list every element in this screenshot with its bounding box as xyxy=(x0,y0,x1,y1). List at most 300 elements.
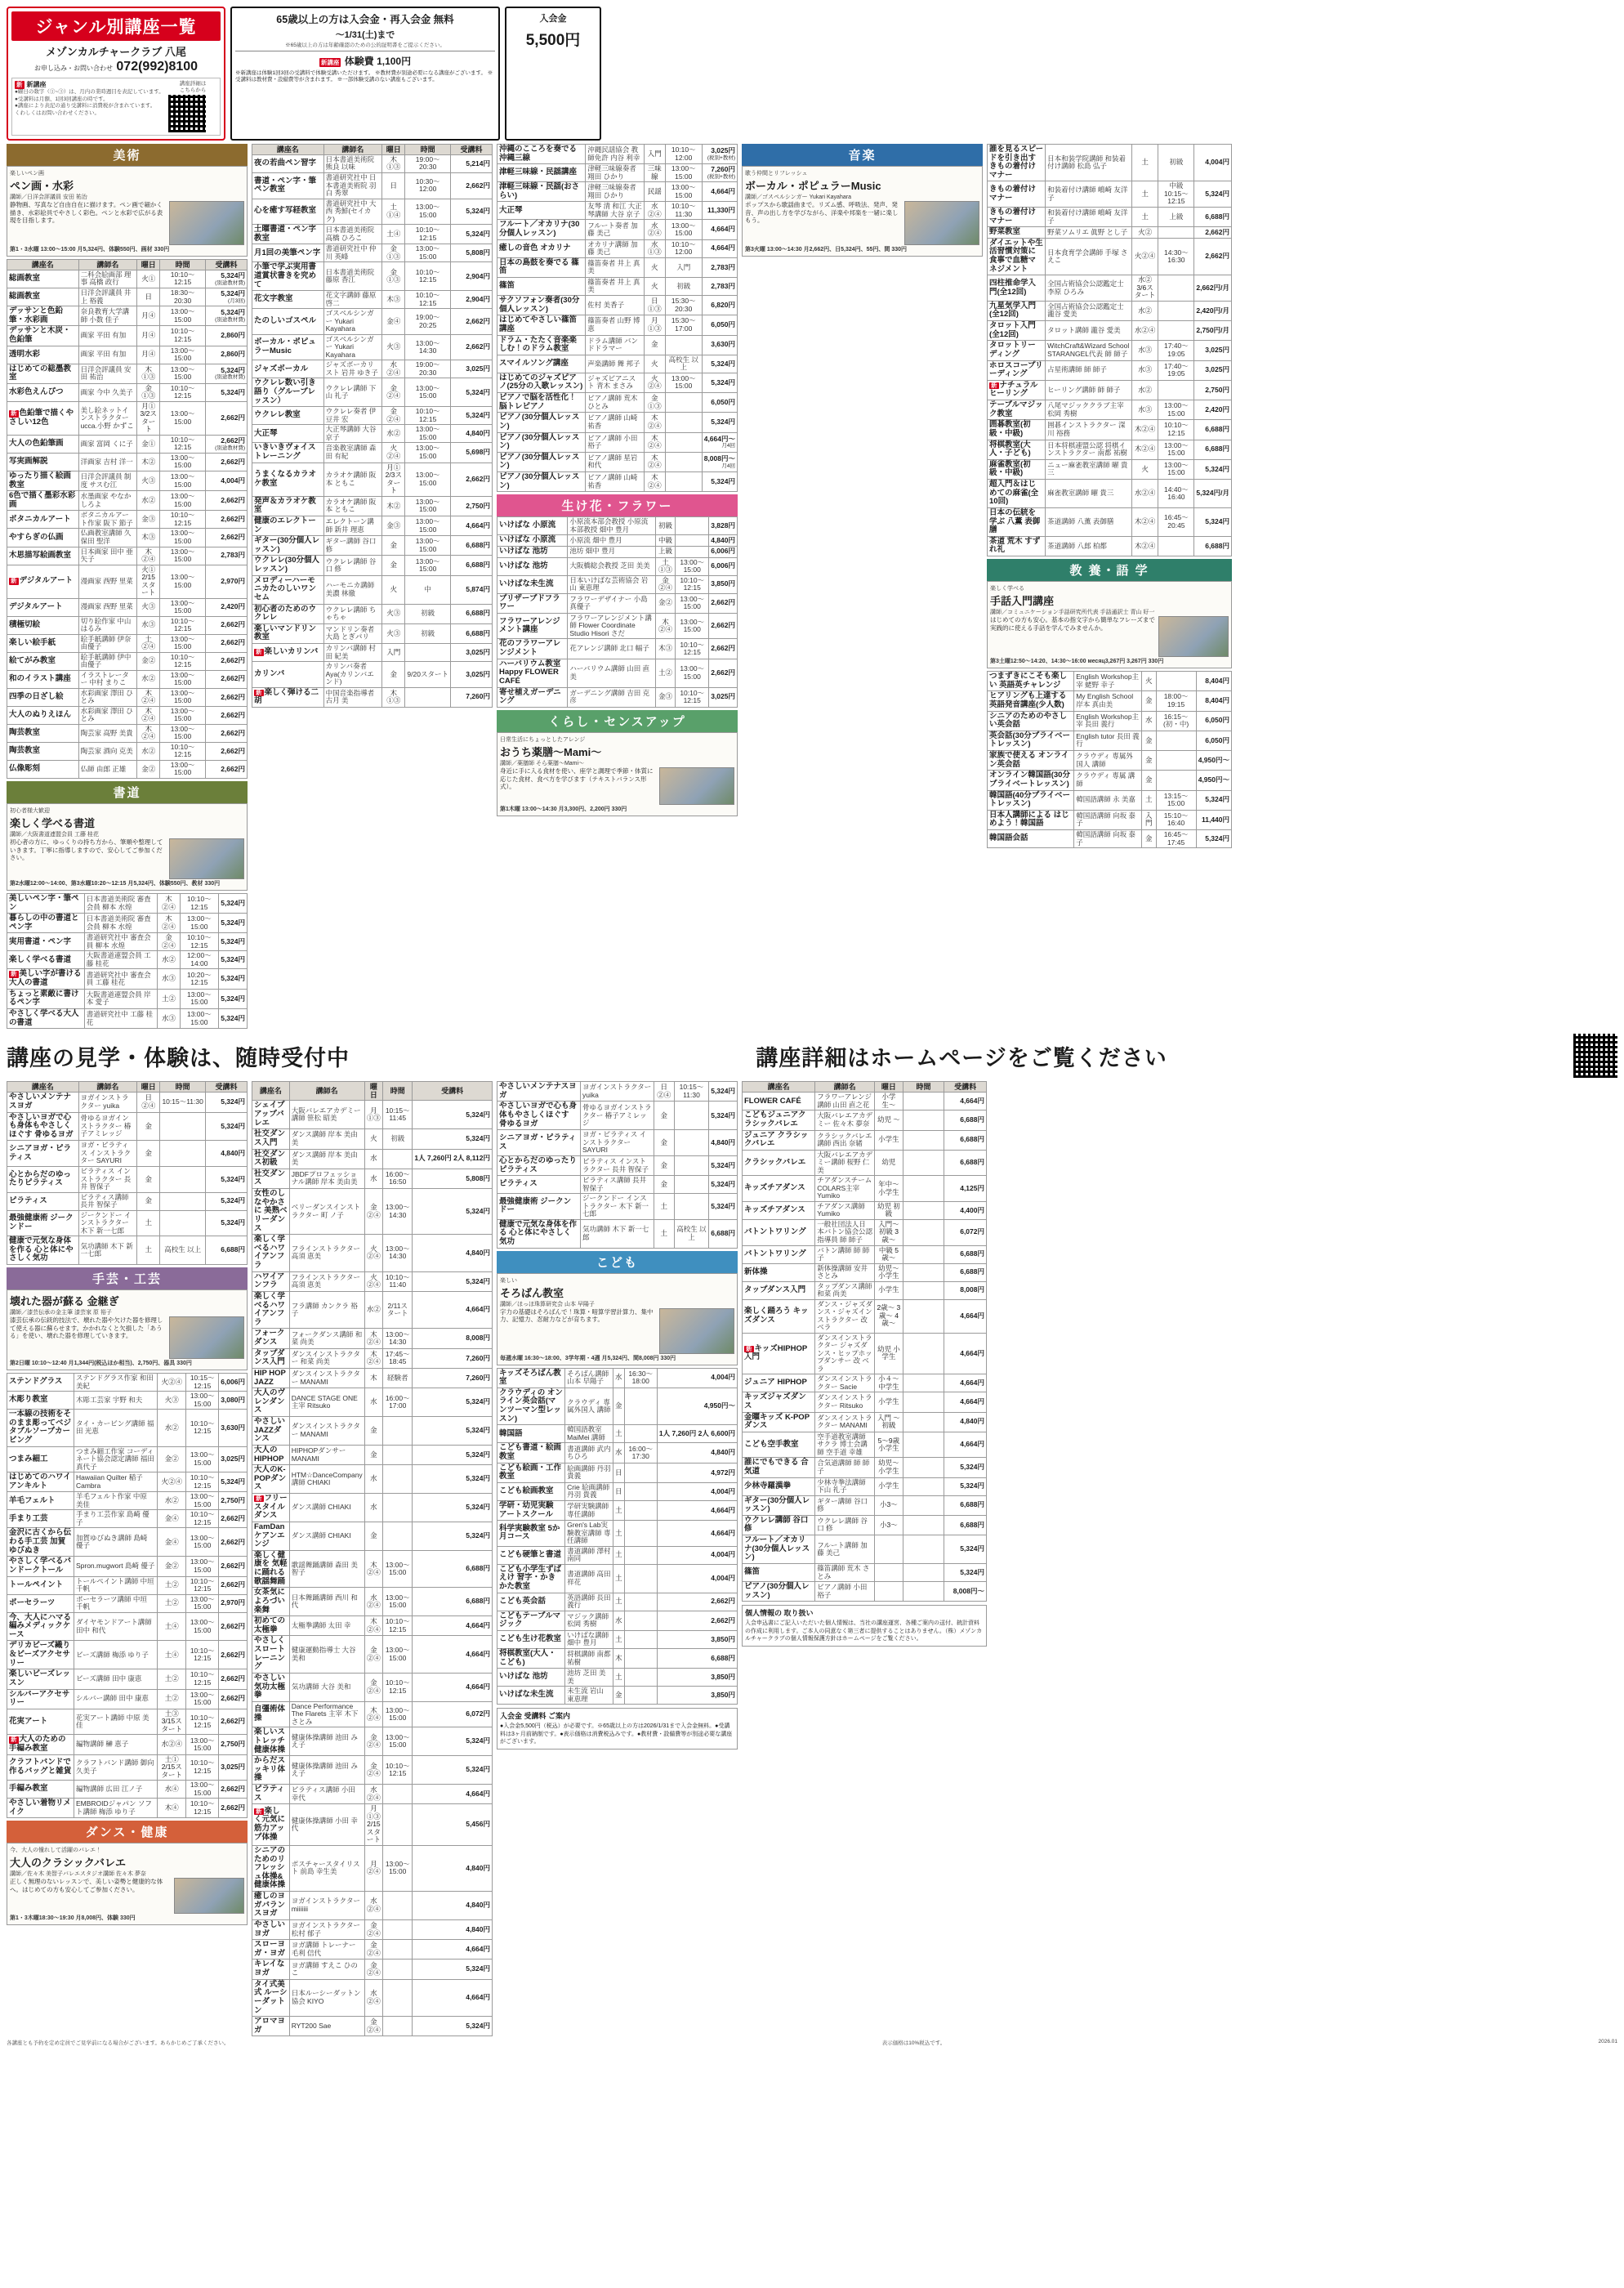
table-row[interactable] xyxy=(497,296,738,315)
table-row[interactable] xyxy=(7,1192,248,1210)
time-cell: 10:10〜12:15 xyxy=(160,511,206,529)
table-row[interactable] xyxy=(743,1535,987,1564)
table-row[interactable] xyxy=(988,207,1232,226)
table-row[interactable] xyxy=(7,471,248,490)
table-row[interactable] xyxy=(252,1919,493,1939)
table-row[interactable] xyxy=(497,1521,738,1547)
course-name: フルート／オカリナ(30分個人レッスン) xyxy=(499,220,580,239)
price-cell: 6,688円 xyxy=(944,1130,987,1150)
course-name-cell xyxy=(743,1392,815,1412)
table-row[interactable] xyxy=(252,1169,493,1188)
teacher-name: 加賀ゆびぬき講師 島崎 優子 xyxy=(74,1528,157,1557)
table-row[interactable] xyxy=(252,1291,493,1329)
table-row[interactable] xyxy=(497,1082,738,1102)
day-cell: 火③ xyxy=(158,1392,186,1410)
day-cell: 木②④ xyxy=(364,1616,382,1636)
table-row[interactable] xyxy=(7,688,248,706)
table-row[interactable] xyxy=(497,517,738,535)
note-0: ●曜日の数字（①~③）は、月内の業時週目を表記しています。 xyxy=(15,89,164,96)
teacher-name: Dance Performance The Flarets 主宰 木下 さとみ xyxy=(289,1701,364,1727)
course-name-cell xyxy=(497,164,586,182)
table-row[interactable] xyxy=(252,1845,493,1891)
teacher-name: 合気道講師 師 師子 xyxy=(815,1458,875,1477)
table-row[interactable] xyxy=(252,536,493,556)
day-cell: 日②④ xyxy=(137,1093,160,1112)
table-row[interactable] xyxy=(988,181,1232,208)
teacher-name: クラシックバレエ講師 西出 奈緒 xyxy=(815,1130,875,1150)
table-row[interactable] xyxy=(988,238,1232,275)
table-row[interactable] xyxy=(988,536,1232,556)
table-row[interactable] xyxy=(252,1101,493,1129)
table-row[interactable] xyxy=(497,164,738,182)
table-row[interactable] xyxy=(252,1189,493,1235)
course-name: テーブルマジック教室 xyxy=(989,400,1043,418)
table-row[interactable] xyxy=(988,144,1232,181)
table-row[interactable] xyxy=(497,472,738,492)
table-row[interactable] xyxy=(7,933,248,951)
table-row[interactable] xyxy=(7,742,248,760)
table-row[interactable] xyxy=(497,1463,738,1482)
table-row[interactable] xyxy=(7,364,248,383)
table-row[interactable] xyxy=(7,1799,248,1818)
table-row[interactable] xyxy=(497,1482,738,1500)
table-row[interactable] xyxy=(988,341,1232,360)
table-row[interactable] xyxy=(252,1940,493,1960)
table-row[interactable] xyxy=(497,575,738,593)
table-row[interactable] xyxy=(497,613,738,639)
table-row[interactable] xyxy=(252,1804,493,1846)
table-row[interactable] xyxy=(7,435,248,453)
table-row[interactable] xyxy=(252,1673,493,1701)
teacher-name: 絵手紙講師 伊中 由優子 xyxy=(78,652,137,670)
table-row[interactable] xyxy=(497,1176,738,1194)
table-row[interactable] xyxy=(7,453,248,471)
table-row[interactable] xyxy=(252,1636,493,1674)
table-row[interactable] xyxy=(252,1892,493,1920)
table-row[interactable] xyxy=(252,556,493,575)
teacher-name: 全国占術協会公認鑑定士 瀧谷 愛美 xyxy=(1046,301,1132,320)
table-row[interactable] xyxy=(252,1785,493,1804)
table-row[interactable] xyxy=(988,480,1232,508)
teacher-name: 編物講師 広田 江ノ子 xyxy=(74,1781,157,1799)
table-row[interactable] xyxy=(7,1410,248,1447)
table-row[interactable] xyxy=(252,425,493,443)
table-row[interactable] xyxy=(252,1445,493,1464)
table-row[interactable] xyxy=(7,1446,248,1472)
time-cell: 10:10〜12:15 xyxy=(160,383,206,401)
course-name: ジャズボーカル xyxy=(254,364,309,373)
qr-code[interactable] xyxy=(168,95,206,132)
table-row[interactable] xyxy=(7,270,248,288)
table-row[interactable] xyxy=(7,760,248,778)
table-row[interactable] xyxy=(7,1210,248,1236)
course-name: 超入門＆はじめての麻雀(全10回) xyxy=(989,480,1039,507)
table-row[interactable] xyxy=(252,1588,493,1616)
table-row[interactable] xyxy=(252,1979,493,2017)
table-row[interactable] xyxy=(252,1388,493,1417)
table-row[interactable] xyxy=(743,1392,987,1412)
table-row[interactable] xyxy=(7,1669,248,1689)
table-row[interactable] xyxy=(7,1093,248,1112)
table-row[interactable] xyxy=(988,400,1232,420)
table-row[interactable] xyxy=(7,1735,248,1754)
table-row[interactable] xyxy=(743,1374,987,1392)
table-row[interactable] xyxy=(252,1149,493,1169)
table-row[interactable] xyxy=(497,1425,738,1443)
table-row[interactable] xyxy=(988,227,1232,239)
table-row[interactable] xyxy=(7,914,248,933)
table-row[interactable] xyxy=(7,1141,248,1167)
table-row[interactable] xyxy=(988,275,1232,302)
table-row[interactable] xyxy=(497,452,738,471)
table-row[interactable] xyxy=(7,1689,248,1709)
table-row[interactable] xyxy=(252,1727,493,1756)
table-row[interactable] xyxy=(497,687,738,707)
page-title: ジャンル別講座一覧 xyxy=(11,11,221,41)
table-row[interactable] xyxy=(7,1112,248,1141)
table-row[interactable] xyxy=(743,1582,987,1602)
table-row[interactable] xyxy=(7,598,248,616)
course-name-cell xyxy=(497,1669,565,1687)
table-row[interactable] xyxy=(7,1166,248,1192)
table-row[interactable] xyxy=(497,1500,738,1520)
table-row[interactable] xyxy=(252,443,493,463)
table-row[interactable] xyxy=(743,1412,987,1432)
table-row[interactable] xyxy=(7,1008,248,1028)
col-header-price: 受講料 xyxy=(451,144,493,154)
column-music-promo xyxy=(742,144,983,259)
table-row[interactable] xyxy=(497,1130,738,1156)
table-row[interactable] xyxy=(743,1219,987,1245)
course-name: シェイプアップバレエ xyxy=(254,1101,285,1128)
table-row[interactable] xyxy=(252,662,493,688)
course-name-cell xyxy=(497,355,586,373)
teacher-name: 日本書道美術院 審査会員 柳本 水煌 xyxy=(84,914,158,933)
teacher-name: タロット講師 瀧谷 愛美 xyxy=(1046,321,1132,341)
table-row[interactable] xyxy=(497,1368,738,1388)
table-row[interactable] xyxy=(988,440,1232,459)
course-name: シニアのためのやさしい英会話 xyxy=(989,711,1068,730)
table-row[interactable] xyxy=(252,1494,493,1522)
table-row[interactable] xyxy=(497,257,738,277)
table-row[interactable] xyxy=(7,616,248,634)
table-row[interactable] xyxy=(7,652,248,670)
table-row[interactable] xyxy=(252,291,493,309)
price-cell: 6,688円 xyxy=(451,604,493,623)
course-name-cell xyxy=(988,341,1046,360)
table-row[interactable] xyxy=(7,951,248,969)
table-row[interactable] xyxy=(252,496,493,516)
table-row[interactable] xyxy=(497,1388,738,1425)
table-row[interactable] xyxy=(7,1557,248,1576)
table-row[interactable] xyxy=(7,1709,248,1735)
price-cell: 4,664円 xyxy=(944,1093,987,1110)
table-row[interactable] xyxy=(988,420,1232,440)
table-row[interactable] xyxy=(252,1348,493,1368)
table-row[interactable] xyxy=(252,1756,493,1785)
table-row[interactable] xyxy=(7,1612,248,1641)
time-cell xyxy=(405,687,451,707)
table-row[interactable] xyxy=(252,604,493,623)
table-row[interactable] xyxy=(252,1417,493,1446)
price-cell: 4,950円〜 xyxy=(657,1388,737,1425)
table-row[interactable] xyxy=(252,334,493,360)
table-row[interactable] xyxy=(988,751,1232,771)
table-row[interactable] xyxy=(743,1281,987,1299)
table-row[interactable] xyxy=(7,1594,248,1612)
table-row[interactable] xyxy=(497,1669,738,1687)
table-row[interactable] xyxy=(7,706,248,724)
table-row[interactable] xyxy=(7,634,248,652)
table-row[interactable] xyxy=(988,810,1232,829)
table-row[interactable] xyxy=(7,1373,248,1391)
table-row[interactable] xyxy=(252,1550,493,1588)
table-row[interactable] xyxy=(497,1546,738,1564)
table-row[interactable] xyxy=(7,326,248,346)
table-row[interactable] xyxy=(497,202,738,220)
promo-kyoyo-photo xyxy=(1158,616,1229,657)
table-row[interactable] xyxy=(7,529,248,547)
course-name-cell xyxy=(7,652,79,670)
table-row[interactable] xyxy=(743,1333,987,1374)
day-cell: 木④ xyxy=(158,1799,186,1818)
table-row[interactable] xyxy=(252,1368,493,1388)
table-row[interactable] xyxy=(252,1465,493,1494)
table-row[interactable] xyxy=(7,565,248,598)
table-row[interactable] xyxy=(743,1176,987,1202)
teacher-name: そろばん講師 山本 早陽子 xyxy=(565,1368,613,1388)
table-row[interactable] xyxy=(497,1564,738,1593)
table-row[interactable] xyxy=(497,220,738,239)
time-cell: 高校生 以上 xyxy=(674,1219,708,1248)
table-row[interactable] xyxy=(7,969,248,989)
table-row[interactable] xyxy=(7,1392,248,1410)
time-cell: 13:00〜15:00 xyxy=(160,453,206,471)
table-row[interactable] xyxy=(743,1150,987,1176)
day-cell: 水②④ xyxy=(364,1979,382,2017)
table-row[interactable] xyxy=(743,1263,987,1281)
table-row[interactable] xyxy=(497,535,738,547)
table-row[interactable] xyxy=(252,225,493,244)
table-row[interactable] xyxy=(988,459,1232,479)
course-name: フラワーアレンジメント講座 xyxy=(499,616,560,635)
table-row[interactable] xyxy=(497,1611,738,1630)
table-row[interactable] xyxy=(7,511,248,529)
table-row[interactable] xyxy=(497,1443,738,1463)
table-row[interactable] xyxy=(988,672,1232,691)
table-row[interactable] xyxy=(7,383,248,401)
table-row[interactable] xyxy=(743,1245,987,1263)
table-row[interactable] xyxy=(988,711,1232,731)
table-row[interactable] xyxy=(252,407,493,425)
teacher-name: ヨガ・ピラティス インストラクター SAYURI xyxy=(580,1130,654,1156)
day-cell: 入門 xyxy=(644,144,665,163)
table-row[interactable] xyxy=(497,239,738,257)
table-row[interactable] xyxy=(252,378,493,407)
day-cell: 水②④ xyxy=(364,1588,382,1616)
day-cell: 火②④ xyxy=(364,1271,382,1291)
time-cell xyxy=(1156,751,1196,771)
table-row[interactable] xyxy=(252,1271,493,1291)
table-row[interactable] xyxy=(7,1754,248,1781)
table-row[interactable] xyxy=(988,691,1232,711)
time-cell: 13:00〜15:00 xyxy=(1158,440,1194,459)
table-row[interactable] xyxy=(7,724,248,742)
table-row[interactable] xyxy=(497,546,738,557)
table-row[interactable] xyxy=(497,1194,738,1220)
course-name-cell xyxy=(497,1463,565,1482)
price-cell: 4,840円 xyxy=(709,535,738,547)
table-row[interactable] xyxy=(988,301,1232,320)
day-cell: 金 xyxy=(137,1192,160,1210)
table-row[interactable] xyxy=(497,373,738,392)
table-row[interactable] xyxy=(497,315,738,335)
table-row[interactable] xyxy=(743,1458,987,1477)
table-row[interactable] xyxy=(988,507,1232,536)
table-row[interactable] xyxy=(988,380,1232,400)
price-cell: 5,324円 xyxy=(219,933,248,951)
table-row[interactable] xyxy=(497,659,738,687)
table-row[interactable] xyxy=(252,244,493,262)
table-row[interactable] xyxy=(497,557,738,575)
day-cell: 土② xyxy=(158,1576,186,1594)
table-row[interactable] xyxy=(252,262,493,291)
table-row[interactable] xyxy=(497,1687,738,1705)
table-row[interactable] xyxy=(497,1593,738,1611)
table-row[interactable] xyxy=(252,360,493,378)
day-cell: 水②④ xyxy=(364,1785,382,1804)
table-row[interactable] xyxy=(988,321,1232,341)
table-row[interactable] xyxy=(988,771,1232,790)
table-row[interactable] xyxy=(252,687,493,707)
course-name-cell xyxy=(497,373,586,392)
course-name: やさしく学べる大人の書道 xyxy=(9,1008,79,1027)
table-row[interactable] xyxy=(7,989,248,1008)
table-row[interactable] xyxy=(7,1510,248,1528)
table-row[interactable] xyxy=(497,182,738,202)
table-row[interactable] xyxy=(7,288,248,306)
banner-qr-code[interactable] xyxy=(1573,1034,1617,1078)
table-row[interactable] xyxy=(7,547,248,565)
table-row[interactable] xyxy=(497,355,738,373)
table-row[interactable] xyxy=(743,1093,987,1110)
time-cell: 14:40〜16:40 xyxy=(1158,480,1194,508)
table-row[interactable] xyxy=(252,1701,493,1727)
day-cell: 火② xyxy=(1131,227,1158,239)
table-row[interactable] xyxy=(743,1299,987,1333)
table-row[interactable] xyxy=(497,1155,738,1175)
table-row[interactable] xyxy=(497,277,738,295)
course-name-cell xyxy=(7,1236,79,1265)
table-row[interactable] xyxy=(252,172,493,199)
table-row[interactable] xyxy=(7,401,248,435)
course-name-cell xyxy=(497,1425,565,1443)
table-row[interactable] xyxy=(743,1201,987,1219)
table-row[interactable] xyxy=(252,154,493,172)
course-name: デジタルアート xyxy=(19,576,74,586)
table-row[interactable] xyxy=(743,1432,987,1458)
table-row[interactable] xyxy=(497,393,738,413)
table-row[interactable] xyxy=(7,1472,248,1492)
teacher-name: ピラティス インストラクター 長井 智保子 xyxy=(580,1155,654,1175)
table-row[interactable] xyxy=(988,830,1232,848)
course-name: 楽しく弾ける二胡 xyxy=(254,687,319,706)
table-row[interactable] xyxy=(988,790,1232,810)
table-row[interactable] xyxy=(252,2017,493,2036)
table-row[interactable] xyxy=(988,731,1232,750)
table-row[interactable] xyxy=(497,639,738,659)
table-row[interactable] xyxy=(252,199,493,225)
table-row[interactable] xyxy=(988,360,1232,380)
course-name-cell xyxy=(252,662,324,688)
table-row[interactable] xyxy=(252,575,493,604)
table-row[interactable] xyxy=(252,1522,493,1550)
table-row[interactable] xyxy=(497,1648,738,1668)
course-name: ナチュラル ヒーリング xyxy=(989,380,1038,399)
table-row[interactable] xyxy=(743,1563,987,1581)
course-name: 美しいペン字・筆ペン xyxy=(9,893,79,912)
teacher-name: 津軽三味線奏者 翔田 ひかり xyxy=(586,182,645,202)
table-row[interactable] xyxy=(7,346,248,364)
table-row[interactable] xyxy=(7,1528,248,1557)
table-row[interactable] xyxy=(252,1235,493,1272)
course-name: 楽しい絵手紙 xyxy=(9,637,56,647)
teacher-name: ピラティス講師 小田 幸代 xyxy=(289,1785,364,1804)
table-row[interactable] xyxy=(497,144,738,163)
table-row[interactable] xyxy=(252,1129,493,1149)
table-row[interactable] xyxy=(252,623,493,643)
course-name: 韓国語会話 xyxy=(989,833,1028,843)
table-row[interactable] xyxy=(252,644,493,662)
table-row[interactable] xyxy=(7,306,248,326)
table-row[interactable] xyxy=(497,1102,738,1130)
course-name: ステンドグラス xyxy=(9,1377,63,1387)
table-row[interactable] xyxy=(252,1616,493,1636)
table-row[interactable] xyxy=(497,593,738,613)
table-row[interactable] xyxy=(7,670,248,688)
table-row[interactable] xyxy=(7,1576,248,1594)
table-row[interactable] xyxy=(743,1130,987,1150)
course-name: ポーセラーツ xyxy=(9,1598,56,1607)
table-row[interactable] xyxy=(252,1960,493,1979)
table-row[interactable] xyxy=(743,1495,987,1515)
table-row[interactable] xyxy=(497,335,738,355)
middle-banner xyxy=(7,1034,1617,1078)
table-row[interactable] xyxy=(497,1219,738,1248)
table-row[interactable] xyxy=(497,1630,738,1648)
table-row[interactable] xyxy=(7,491,248,511)
course-name: ジュニア HIPHOP xyxy=(744,1378,807,1388)
table-row[interactable] xyxy=(7,1492,248,1510)
table-row[interactable] xyxy=(252,309,493,335)
table-row[interactable] xyxy=(252,516,493,535)
course-name: やさしくスロートレーニング xyxy=(254,1636,286,1672)
table-row[interactable] xyxy=(497,432,738,452)
table-row[interactable] xyxy=(743,1110,987,1130)
promo-art-schedule: 第1・3水曜 13:00〜15:00 月5,324円、体験550円、画材 330円 xyxy=(10,246,170,252)
table-row[interactable] xyxy=(743,1515,987,1535)
table-row[interactable] xyxy=(252,463,493,496)
table-row[interactable] xyxy=(7,893,248,913)
table-row[interactable] xyxy=(252,1329,493,1348)
price-cell: 5,324円 xyxy=(1194,459,1232,479)
table-row[interactable] xyxy=(7,1236,248,1265)
day-cell: 金②④ xyxy=(382,378,405,407)
table-row[interactable] xyxy=(7,1641,248,1669)
table-row[interactable] xyxy=(743,1477,987,1495)
table-row[interactable] xyxy=(497,413,738,432)
table-row[interactable] xyxy=(7,1781,248,1799)
